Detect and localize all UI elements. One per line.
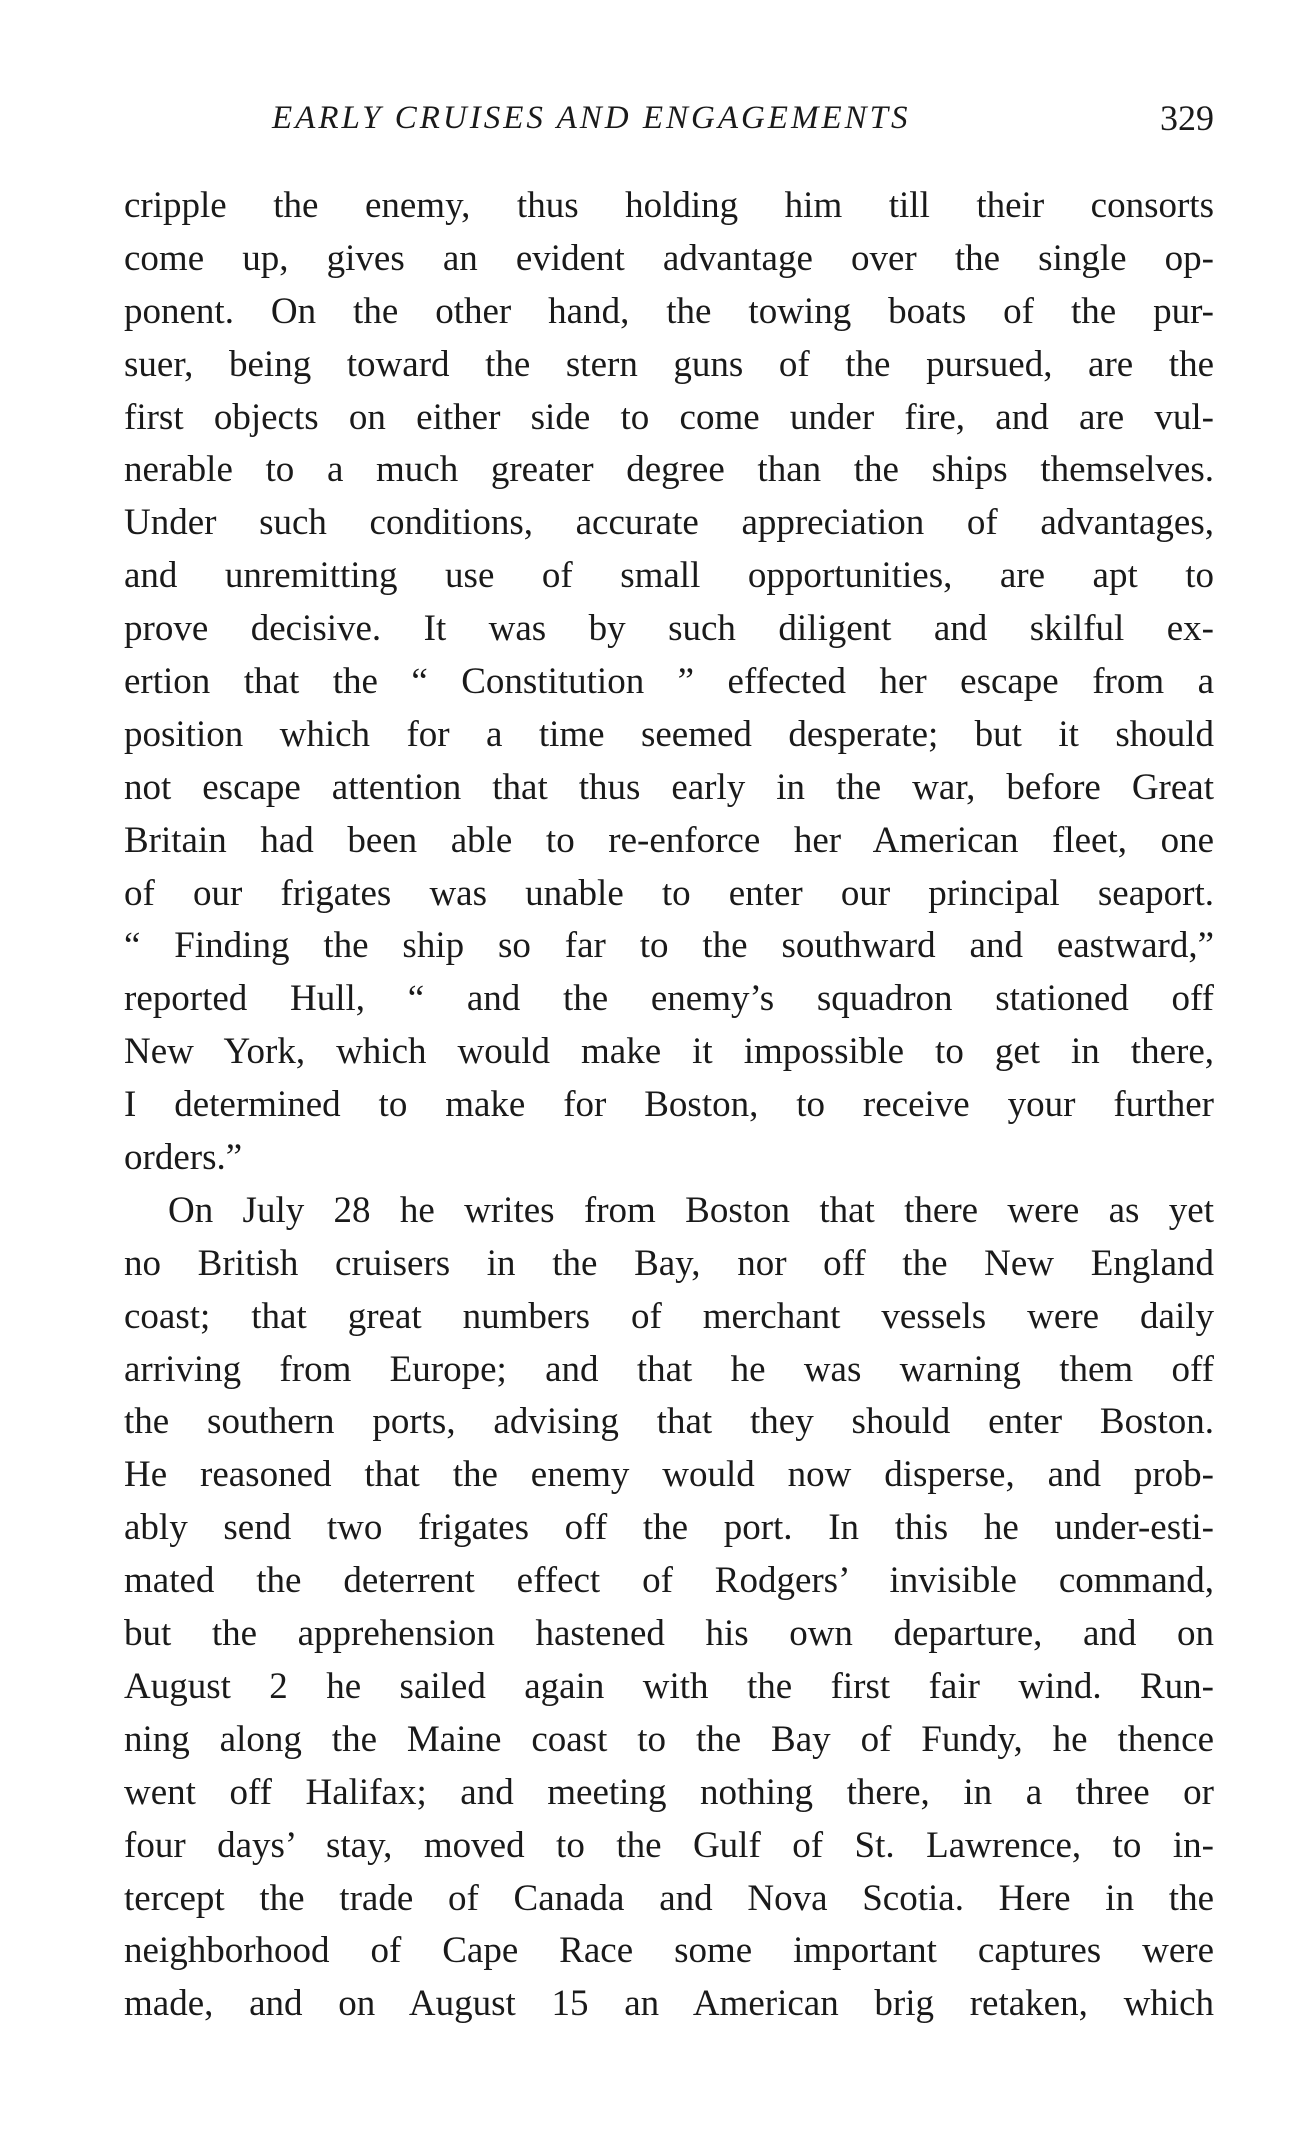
text-line: reported Hull, “ and the enemy’s squadron stationed off [124,978,1214,1020]
text-line: mated the deterrent effect of Rodgers’ invisible command, [124,1560,1214,1602]
text-line: He reasoned that the enemy would now disperse, and prob- [124,1454,1214,1496]
body-text [124,180,1214,2031]
running-head [124,96,1214,140]
text-line: position which for a time seemed desperate; but it should [124,713,1214,755]
text-line: come up, gives an evident advantage over the single op- [124,237,1214,279]
text-line: ably send two frigates off the port. In this he under-esti- [124,1507,1214,1549]
text-line: ponent. On the other hand, the towing boats of the pur- [124,290,1214,332]
text-line: not escape attention that thus early in the war, before Great [124,766,1214,808]
text-line: prove decisive. It was by such diligent and skilful ex- [124,608,1214,650]
text-line: of our frigates was unable to enter our principal seaport. [124,872,1214,914]
paragraph-2 [124,1185,1214,2031]
text-line: I determined to make for Boston, to receive your further [124,1084,1214,1126]
text-line: no British cruisers in the Bay, nor off the New England [124,1242,1214,1284]
text-line: neighborhood of Cape Race some important captures were [124,1930,1214,1972]
text-line: tercept the trade of Canada and Nova Scotia. Here in the [124,1877,1214,1919]
running-title: EARLY CRUISES AND ENGAGEMENTS [272,100,911,136]
text-line: “ Finding the ship so far to the southward and eastward,” [124,925,1214,967]
paragraph-1 [124,180,1214,1185]
text-line: ning along the Maine coast to the Bay of Fundy, he thence [124,1718,1214,1760]
text-line: went off Halifax; and meeting nothing there, in a three or [124,1771,1214,1813]
text-line: cripple the enemy, thus holding him till their consorts [124,185,1214,226]
text-line: and unremitting use of small opportunities, are apt to [124,555,1214,597]
text-line: August 2 he sailed again with the first fair wind. Run- [124,1665,1214,1707]
text-line: coast; that great numbers of merchant vessels were daily [124,1295,1214,1337]
text-line: nerable to a much greater degree than the ships themselves. [124,449,1214,491]
page-number: 329 [1160,98,1214,138]
text-line: made, and on August 15 an American brig retaken, which [124,1983,1214,2025]
text-line: but the apprehension hastened his own departure, and on [124,1613,1214,1655]
text-line: Under such conditions, accurate appreciation of advantages, [124,502,1214,544]
text-line: the southern ports, advising that they should enter Boston. [124,1401,1214,1443]
text-line: New York, which would make it impossible to get in there, [124,1031,1214,1073]
text-line: Britain had been able to re-enforce her American fleet, one [124,819,1214,861]
text-line: first objects on either side to come under fire, and are vul- [124,396,1214,438]
text-line: four days’ stay, moved to the Gulf of St. Lawrence, to in- [124,1824,1214,1866]
text-line: suer, being toward the stern guns of the pursued, are the [124,343,1214,385]
text-line: arriving from Europe; and that he was warning them off [124,1348,1214,1390]
text-line: ertion that the “ Constitution ” effected her escape from a [124,661,1214,703]
text-line: orders.” [124,1137,243,1179]
text-line: On July 28 he writes from Boston that there were as yet [168,1189,1214,1231]
